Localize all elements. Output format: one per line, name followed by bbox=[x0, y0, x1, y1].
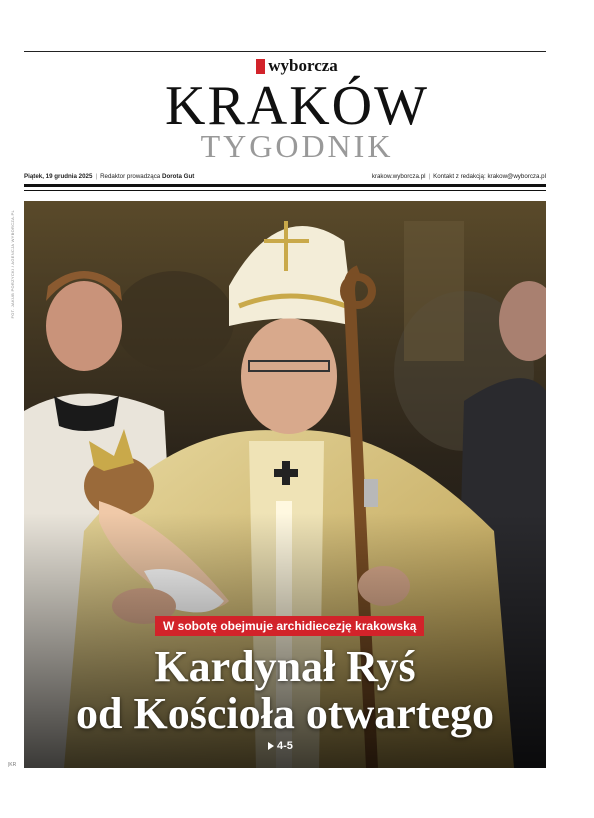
page-numbers: 4-5 bbox=[277, 740, 293, 752]
headline-line-2[interactable]: od Kościoła otwartego bbox=[76, 689, 494, 738]
headline-line-1[interactable]: Kardynał Ryś bbox=[154, 642, 416, 691]
contact-email-link[interactable]: krakow@wyborcza.pl bbox=[487, 173, 546, 180]
thick-rule bbox=[24, 184, 546, 187]
issue-date: Piątek, 19 grudnia 2025 bbox=[24, 173, 93, 180]
thin-rule bbox=[24, 190, 546, 191]
corner-code: |KR bbox=[8, 762, 17, 768]
kicker-label: W sobotę obejmuje archidiecezję krakowską bbox=[155, 616, 424, 636]
wyborcza-logo-mark-icon bbox=[256, 59, 265, 74]
edition-subtitle: TYGODNIK bbox=[200, 128, 394, 164]
meta-right: krakow.wyborcza.pl | Kontakt z redakcją: krakow@wyborcza.pl bbox=[371, 173, 546, 180]
top-rule bbox=[24, 51, 546, 52]
site-link[interactable]: krakow.wyborcza.pl bbox=[371, 173, 426, 180]
meta-row bbox=[24, 173, 546, 180]
photo-credit: FOT. JAKUB PORZYCKI / AGENCJA WYBORCZA.PL bbox=[10, 210, 15, 319]
editor-name: Dorota Gut bbox=[162, 173, 195, 180]
page-reference[interactable] bbox=[268, 740, 293, 752]
contact-label: Kontakt z redakcją: bbox=[433, 173, 486, 180]
edition-title: KRAKÓW bbox=[165, 75, 429, 137]
play-arrow-icon bbox=[268, 742, 274, 750]
editor-label: Redaktor prowadząca bbox=[100, 173, 161, 180]
logo-text: wyborcza bbox=[268, 56, 338, 75]
meta-left: Piątek, 19 grudnia 2025 | Redaktor prowadząca Dorota Gut bbox=[24, 173, 195, 180]
